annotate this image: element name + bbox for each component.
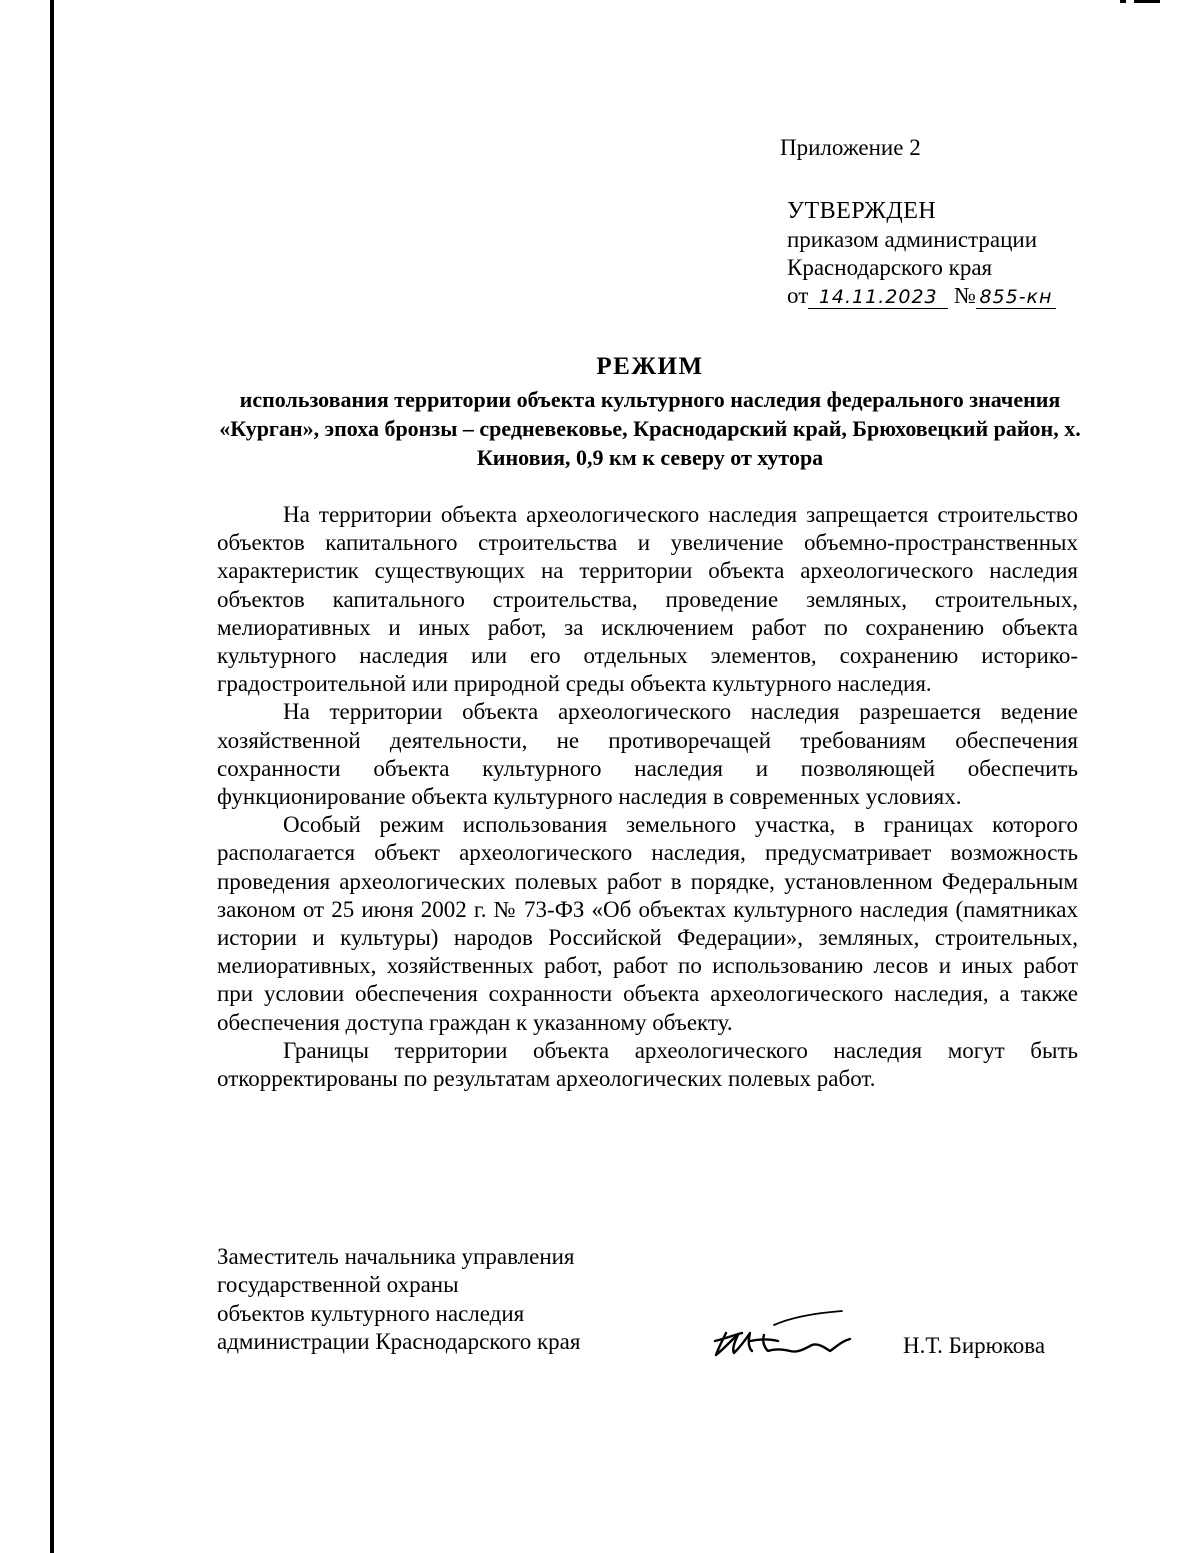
body-paragraph-1: На территории объекта археологического наследия запрещается строительство объектов капитального строительства и увеличение объемно-пространственных характеристик существующих на территории объекта археологического наследия объектов капитального строительства, проведение земляных, строительных, мелиоративных и иных работ, за исключением работ по сохранению объекта культурного наследия или его отдельных элементов, сохранению историко-градостроительной или природной среды объекта культурного наследия. [217,502,1078,697]
position-line-4: администрации Краснодарского края [217,1329,581,1355]
signatory-position [217,1243,580,1357]
order-date-number-line [787,282,1056,310]
position-line-1: Заместитель начальника управления [217,1244,575,1269]
handwritten-signature [712,1305,862,1361]
order-date-handwritten: 14.11.2023 [808,286,948,309]
title-subtitle: использования территории объекта культурного наследия федерального значения «Курган», эпоха бронзы – средневековье, Краснодарский край, Брюховецкий район, х. Киновия, 0,9 км к северу от хутора [219,387,1081,470]
date-prefix: от [787,283,809,308]
document-body [217,501,1078,1093]
scan-corner-mark [1120,0,1160,4]
approved-by-line-1: приказом администрации [787,227,1038,252]
body-paragraph-4: Границы территории объекта археологического наследия могут быть откорректированы по результатам археологических полевых работ. [217,1037,1078,1092]
document-title [210,352,1090,472]
body-paragraph-2: На территории объекта археологического наследия разрешается ведение хозяйственной деятельности, не противоречащей требованиям обеспечения сохранности объекта культурного наследия и позволяющей обеспечить функционирование объекта культурного наследия в современных условиях. [217,699,1078,810]
title-main: РЕЖИМ [596,353,704,380]
approved-stamp-text: УТВЕРЖДЕН [787,198,937,224]
approval-block [787,196,1056,310]
signer-name: Н.Т. Бирюкова [903,1333,1046,1358]
body-paragraph-3: Особый режим использования земельного участка, в границах которого располагается объект археологического наследия, предусматривает возможность проведения археологических полевых работ в порядке, установленном Федеральным законом от 25 июня 2002 г. № 73-ФЗ «Об объектах культурного наследия (памятниках истории и культуры) народов Российской Федерации», земляных, строительных, мелиоративных, хозяйственных работ, работ по использованию лесов и иных работ при условии обеспечения сохранности объекта археологического наследия, а также обеспечения доступа граждан к указанному объекту. [217,812,1078,1035]
number-prefix: № [954,283,976,308]
order-number-handwritten: 855-кн [976,286,1056,309]
left-margin-rule [50,0,54,1553]
position-line-3: объектов культурного наследия [217,1300,525,1326]
appendix-label: Приложение 2 [780,135,921,160]
position-line-2: государственной охраны [217,1272,459,1298]
approved-by-line-2: Краснодарского края [787,255,993,280]
